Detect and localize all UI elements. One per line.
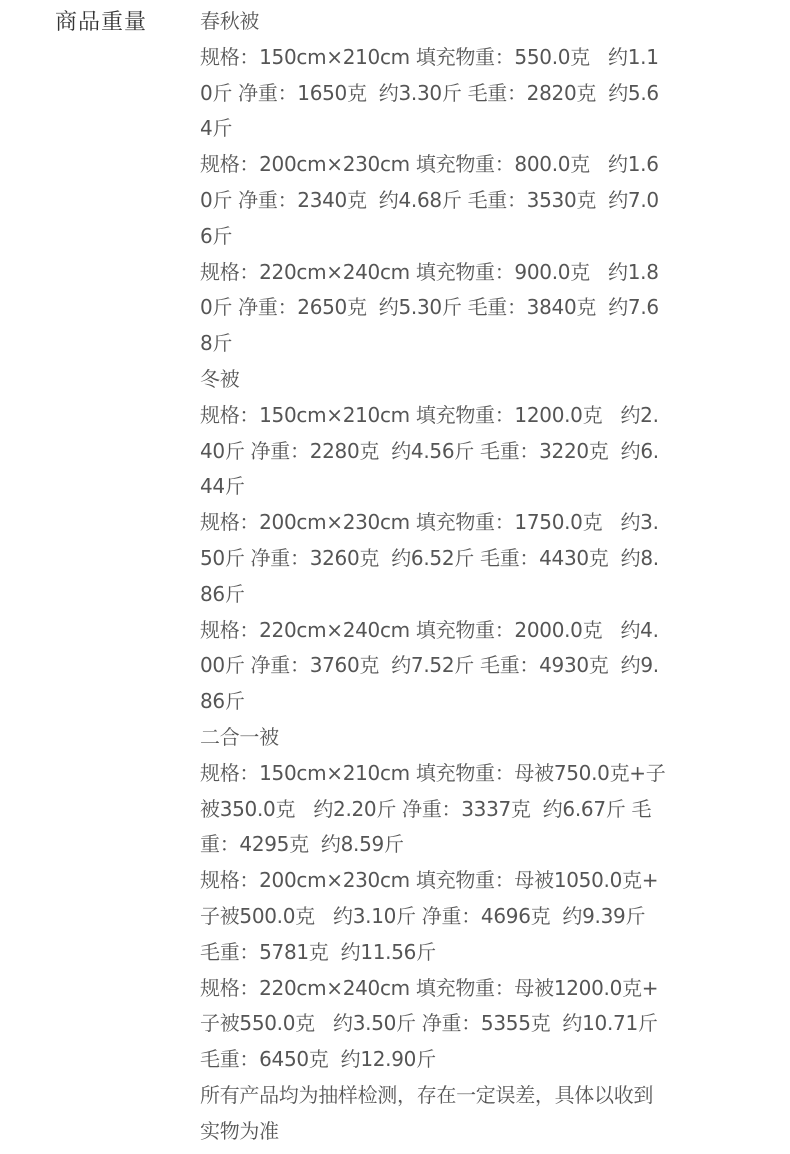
section-label: 商品重量 — [55, 10, 148, 35]
text-line: 规格：200cm×230cm 填充物重：800.0克 约1.6 — [200, 152, 659, 177]
text-line: 规格：150cm×210cm 填充物重：550.0克 约1.1 — [200, 44, 659, 69]
text-line: 规格：200cm×230cm 填充物重：1750.0克 约3. — [200, 510, 659, 535]
text-line: 50斤 净重：3260克 约6.52斤 毛重：4430克 约8. — [200, 545, 659, 570]
text-line: 规格：150cm×210cm 填充物重：母被750.0克+子 — [200, 760, 666, 785]
text-line: 0斤 净重：1650克 约3.30斤 毛重：2820克 约5.6 — [200, 80, 659, 105]
category-heading: 春秋被 — [200, 9, 260, 33]
category-heading: 二合一被 — [200, 724, 279, 749]
text-line: 毛重：6450克 约12.90斤 — [200, 1047, 436, 1072]
text-line: 86斤 — [200, 689, 245, 714]
text-line: 规格：220cm×240cm 填充物重：母被1200.0克+ — [200, 975, 659, 1000]
text-line: 子被500.0克 约3.10斤 净重：4696克 约9.39斤 — [200, 903, 646, 928]
text-line: 6斤 — [200, 223, 233, 248]
text-line: 子被550.0克 约3.50斤 净重：5355克 约10.71斤 — [200, 1011, 658, 1036]
text-line: 规格：200cm×230cm 填充物重：母被1050.0克+ — [200, 868, 659, 893]
text-line: 规格：220cm×240cm 填充物重：900.0克 约1.8 — [200, 259, 659, 284]
text-line: 00斤 净重：3760克 约7.52斤 毛重：4930克 约9. — [200, 653, 659, 678]
text-line: 8斤 — [200, 331, 233, 356]
text-line: 毛重：5781克 约11.56斤 — [200, 939, 436, 964]
text-line: 0斤 净重：2340克 约4.68斤 毛重：3530克 约7.0 — [200, 187, 659, 212]
disclaimer-line: 实物为准 — [200, 1118, 279, 1143]
weight-details — [200, 4, 695, 1150]
category-heading: 冬被 — [200, 366, 240, 391]
text-line: 规格：220cm×240cm 填充物重：2000.0克 约4. — [200, 617, 659, 642]
text-line: 重：4295克 约8.59斤 — [200, 832, 404, 857]
text-line: 44斤 — [200, 474, 245, 499]
text-line: 40斤 净重：2280克 约4.56斤 毛重：3220克 约6. — [200, 438, 659, 463]
text-line: 被350.0克 约2.20斤 净重：3337克 约6.67斤 毛 — [200, 796, 652, 821]
text-line: 规格：150cm×210cm 填充物重：1200.0克 约2. — [200, 402, 659, 427]
text-line: 4斤 — [200, 116, 233, 141]
text-line: 0斤 净重：2650克 约5.30斤 毛重：3840克 约7.6 — [200, 295, 659, 320]
text-line: 86斤 — [200, 581, 245, 606]
disclaimer-line: 所有产品均为抽样检测，存在一定误差，具体以收到 — [200, 1082, 654, 1107]
